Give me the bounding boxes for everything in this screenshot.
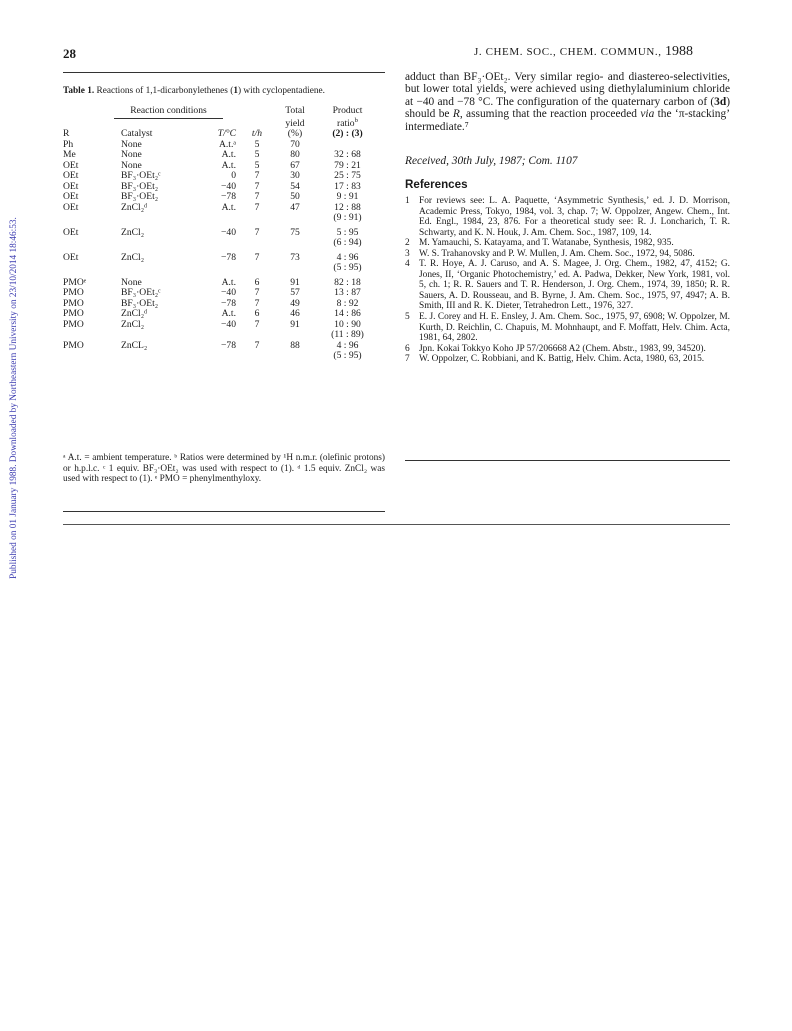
r-cell: PMO bbox=[63, 339, 84, 351]
received-line: Received, 30th July, 1987; Com. 1107 bbox=[405, 155, 578, 167]
table-row bbox=[63, 150, 379, 161]
yield-cell: 67 bbox=[290, 159, 300, 171]
catalyst-cell: ZnCl₂ bbox=[121, 251, 145, 263]
ratio-cell: 10 : 90 bbox=[334, 318, 361, 330]
yield-cell: 75 bbox=[290, 226, 300, 238]
page-bottom-rule bbox=[63, 524, 730, 525]
table-row-continuation bbox=[63, 330, 379, 341]
download-stamp-text: Published on 01 January 1988. Downloaded by Northeastern University on 23/10/2014 18:46:53. bbox=[9, 217, 19, 579]
reference-number: 1 bbox=[405, 196, 410, 206]
ratio-cell: 82 : 18 bbox=[334, 276, 361, 288]
table-caption bbox=[63, 86, 385, 96]
ratio-header-1: Product bbox=[332, 105, 363, 116]
ratio-alt-cell: (5 : 95) bbox=[333, 350, 362, 361]
yield-cell: 88 bbox=[290, 339, 300, 351]
temperature-cell: −40 bbox=[220, 318, 236, 330]
yield-cell: 91 bbox=[290, 276, 300, 288]
r-cell: PMO bbox=[63, 308, 84, 319]
ratio-cell: 9 : 91 bbox=[336, 191, 359, 202]
ratio-cell: 4 : 96 bbox=[336, 339, 359, 351]
refs-end-rule bbox=[405, 460, 730, 461]
yield-cell: 80 bbox=[290, 149, 300, 160]
ratio-header-3: (2) : (3) bbox=[332, 128, 363, 139]
catalyst-cell: BF₃·OEt₂ bbox=[121, 191, 159, 202]
yield-cell: 57 bbox=[290, 287, 300, 298]
yield-cell: 30 bbox=[290, 170, 300, 181]
table-footnotes: ᵃ A.t. = ambient temperature. ᵇ Ratios were determined by ¹H n.m.r. (olefinic protons) or h.p.l.c. ᶜ 1 equiv. BF₃·OEt₂ was used with respect to (1). ᵈ 1.5 equiv. ZnCl₂ was used with respect to (1). ᵉ PMO = phenylmenthyloxy. bbox=[63, 453, 385, 485]
catalyst-cell: ZnCl₂ᵈ bbox=[121, 308, 148, 319]
catalyst-cell: BF₃·OEt₂ bbox=[121, 297, 159, 309]
ratio-cell: 12 : 88 bbox=[334, 201, 361, 213]
reference-text: W. S. Trahanovsky and P. W. Mullen, J. Am. Chem. Soc., 1972, 94, 5086. bbox=[419, 248, 695, 259]
reference-item bbox=[405, 196, 730, 238]
catalyst-cell: BF₃·OEt₂ᶜ bbox=[121, 170, 161, 181]
catalyst-cell: ZnCl₂ᵈ bbox=[121, 201, 148, 213]
temperature-cell: A.t. bbox=[221, 159, 236, 171]
page-number: 28 bbox=[63, 46, 76, 61]
time-cell: 6 bbox=[254, 308, 260, 319]
time-cell: 5 bbox=[254, 149, 260, 160]
yield-header-1: Total bbox=[285, 105, 305, 116]
ratio-alt-cell: (11 : 89) bbox=[331, 329, 364, 340]
yield-cell: 47 bbox=[290, 201, 300, 213]
catalyst-cell: None bbox=[121, 149, 142, 160]
references-heading: References bbox=[405, 178, 468, 191]
ratio-cell: 17 : 83 bbox=[334, 180, 361, 192]
yield-cell: 54 bbox=[290, 180, 300, 192]
reference-item bbox=[405, 249, 730, 260]
catalyst-cell: None bbox=[121, 159, 142, 171]
time-cell: 5 bbox=[254, 138, 260, 150]
yield-cell: 70 bbox=[290, 138, 300, 150]
temperature-cell: −40 bbox=[220, 180, 236, 192]
catalyst-cell: None bbox=[121, 276, 142, 288]
r-cell: OEt bbox=[63, 226, 79, 238]
temperature-cell: A.t. bbox=[221, 201, 236, 213]
table-row-continuation bbox=[63, 238, 379, 249]
catalyst-header: Catalyst bbox=[121, 128, 153, 139]
ratio-cell: 32 : 68 bbox=[334, 149, 361, 160]
temperature-header: T/°C bbox=[217, 128, 236, 139]
table-header-row-1 bbox=[63, 106, 379, 119]
temperature-cell: −78 bbox=[220, 251, 236, 263]
catalyst-cell: BF₃·OEt₂ bbox=[121, 180, 159, 192]
yield-cell: 50 bbox=[290, 191, 300, 202]
r-cell: PMO bbox=[63, 287, 84, 298]
table-top-rule bbox=[63, 72, 385, 73]
yield-cell: 46 bbox=[290, 308, 300, 319]
time-header: t/h bbox=[251, 128, 263, 139]
reaction-conditions-header: Reaction conditions bbox=[63, 106, 274, 119]
catalyst-cell: ZnCl₂ bbox=[121, 226, 145, 238]
table-row bbox=[63, 203, 379, 214]
download-stamp bbox=[8, 168, 20, 628]
table-caption-label: Table 1. bbox=[63, 86, 95, 96]
r-cell: PMO bbox=[63, 297, 84, 309]
temperature-cell: A.t. bbox=[221, 276, 236, 288]
catalyst-cell: ZnCL₂ bbox=[121, 339, 148, 351]
reference-number: 6 bbox=[405, 343, 410, 354]
ratio-cell: 4 : 96 bbox=[336, 251, 359, 263]
time-cell: 7 bbox=[254, 318, 260, 330]
catalyst-cell: ZnCl₂ bbox=[121, 318, 145, 330]
time-cell: 5 bbox=[254, 159, 260, 171]
journal-year: 1988 bbox=[664, 44, 693, 59]
table-caption-compound: 1 bbox=[233, 86, 238, 96]
reference-item bbox=[405, 354, 730, 365]
table-row-continuation bbox=[63, 263, 379, 274]
time-cell: 7 bbox=[254, 287, 260, 298]
ratio-cell: 8 : 92 bbox=[336, 297, 359, 309]
r-cell: OEt bbox=[63, 191, 79, 202]
temperature-cell: −40 bbox=[220, 226, 236, 238]
ratio-cell: 79 : 21 bbox=[334, 159, 361, 171]
table-caption-text: Reactions of 1,1-dicarbonylethenes ( bbox=[94, 86, 234, 96]
time-cell: 7 bbox=[254, 180, 260, 192]
time-cell: 7 bbox=[254, 251, 260, 263]
table-row bbox=[63, 341, 379, 352]
reference-item bbox=[405, 259, 730, 312]
table-body bbox=[63, 140, 379, 362]
r-cell: Me bbox=[63, 149, 76, 160]
table-row-continuation bbox=[63, 213, 379, 224]
ratio-cell: 5 : 95 bbox=[336, 226, 359, 238]
reference-item bbox=[405, 312, 730, 344]
r-cell: PMO bbox=[63, 318, 84, 330]
r-cell: PMOᵉ bbox=[63, 276, 87, 288]
table-row-continuation bbox=[63, 351, 379, 362]
reference-number: 3 bbox=[405, 248, 410, 259]
table-caption-end: ) with cyclopentadiene. bbox=[238, 86, 325, 96]
catalyst-cell: None bbox=[121, 138, 142, 150]
temperature-cell: −40 bbox=[220, 287, 236, 298]
yield-cell: 91 bbox=[290, 318, 300, 330]
r-cell: OEt bbox=[63, 251, 79, 263]
temperature-cell: A.t. bbox=[221, 149, 236, 160]
ratio-alt-cell: (5 : 95) bbox=[333, 262, 362, 273]
body-paragraph: adduct than BF₃·OEt₂. Very similar regio- and diastereo-selectivities, but lower total yields, were achieved using diethylaluminium chloride at −40 and −78 °C. The configuration of the quaternary carbon of (3d) should be R, assuming that the reaction proceeded via the ‘π-stacking’ intermediate.⁷ bbox=[405, 71, 730, 133]
table-row bbox=[63, 224, 379, 239]
reference-item bbox=[405, 238, 730, 249]
reference-number: 5 bbox=[405, 312, 410, 323]
reference-text: E. J. Corey and H. E. Ensley, J. Am. Chem. Soc., 1975, 97, 6908; W. Oppolzer, M. Kurth, D. Reichlin, C. Chapuis, M. Mohnhaupt, and F. Moffatt, Helv. Chim. Acta, 1981, 64, 2802. bbox=[419, 312, 730, 344]
ratio-alt-cell: (6 : 94) bbox=[333, 237, 362, 248]
yield-cell: 73 bbox=[290, 251, 300, 263]
time-cell: 7 bbox=[254, 201, 260, 213]
reference-number: 4 bbox=[405, 259, 410, 270]
reference-text: W. Oppolzer, C. Robbiani, and K. Battig, Helv. Chim. Acta, 1980, 63, 2015. bbox=[419, 354, 705, 365]
time-cell: 6 bbox=[254, 276, 260, 288]
r-cell: OEt bbox=[63, 170, 79, 181]
temperature-cell: A.t. bbox=[221, 308, 236, 319]
temperature-cell: −78 bbox=[220, 297, 236, 309]
time-cell: 7 bbox=[254, 191, 260, 202]
table-row bbox=[63, 192, 379, 203]
reference-number: 2 bbox=[405, 238, 410, 249]
table-row bbox=[63, 288, 379, 299]
reference-item bbox=[405, 344, 730, 355]
table-bottom-rule bbox=[63, 511, 385, 512]
time-cell: 7 bbox=[254, 170, 260, 181]
table-row bbox=[63, 249, 379, 264]
table-header-row-3 bbox=[63, 129, 379, 140]
r-cell: Ph bbox=[63, 138, 74, 150]
reference-text: M. Yamauchi, S. Katayama, and T. Watanabe, Synthesis, 1982, 935. bbox=[419, 238, 674, 249]
journal-name: J. CHEM. SOC., CHEM. COMMUN., bbox=[474, 46, 665, 58]
table-row bbox=[63, 274, 379, 289]
references-list bbox=[405, 196, 730, 365]
ratio-cell: 14 : 86 bbox=[334, 308, 361, 319]
temperature-cell: −78 bbox=[220, 339, 236, 351]
ratio-alt-cell: (9 : 91) bbox=[333, 212, 362, 223]
r-cell: OEt bbox=[63, 180, 79, 192]
temperature-cell: 0 bbox=[231, 170, 236, 181]
table-row bbox=[63, 309, 379, 320]
yield-header-3: (%) bbox=[287, 128, 303, 139]
table-row bbox=[63, 171, 379, 182]
temperature-cell: A.t.ᵃ bbox=[218, 138, 236, 150]
reference-text: For reviews see: L. A. Paquette, ‘Asymmetric Synthesis,’ ed. J. D. Morrison, Academic Press, Tokyo, 1984, vol. 3, chap. 7; W. Oppolzer, Angew. Chem., Int. Ed. Engl., 1984, 23, 876. For a theoretical study see: R. J. Loncharich, T. R. Schwarty, and K. N. Houk, J. Am. Chem. Soc., 1987, 109, 14. bbox=[419, 196, 730, 238]
ratio-header-2: ratio$^b$ bbox=[337, 116, 358, 129]
yield-header-2: yield bbox=[285, 117, 305, 129]
reference-text: Jpn. Kokai Tokkyo Koho JP 57/206668 A2 (Chem. Abstr., 1983, 99, 34520). bbox=[419, 343, 706, 354]
r-cell: OEt bbox=[63, 201, 79, 213]
ratio-cell: 13 : 87 bbox=[334, 287, 361, 298]
temperature-cell: −78 bbox=[220, 191, 236, 202]
catalyst-cell: BF₃·OEt₂ᶜ bbox=[121, 287, 161, 298]
table-row bbox=[63, 161, 379, 172]
reference-text: T. R. Hoye, A. J. Caruso, and A. S. Magee, J. Org. Chem., 1982, 47, 4152; G. Jones, II, ‘Organic Photochemistry,’ ed. A. Padwa, Dekker, New York, 1981, vol. 5, ch. 1; R. R. Sauers and T. R. Henderson, J. Org. Chem., 1974, 39, 1850; R. R. Sauers, A. D. Rousseau, and B. Byrne, J. Am. Chem. Soc., 1975, 97, 4947; A. B. Smith, III and R. K. Dieter, Tetrahedron Lett., 1976, 327. bbox=[419, 259, 730, 312]
journal-header bbox=[474, 44, 693, 60]
table-row bbox=[63, 299, 379, 310]
ratio-cell: 25 : 75 bbox=[334, 170, 361, 181]
time-cell: 7 bbox=[254, 297, 260, 309]
r-cell: OEt bbox=[63, 159, 79, 171]
time-cell: 7 bbox=[254, 339, 260, 351]
table-row bbox=[63, 140, 379, 151]
reference-number: 7 bbox=[405, 354, 410, 365]
time-cell: 7 bbox=[254, 226, 260, 238]
r-header: R bbox=[63, 128, 70, 139]
yield-cell: 49 bbox=[290, 297, 300, 309]
reactions-table bbox=[63, 106, 379, 362]
